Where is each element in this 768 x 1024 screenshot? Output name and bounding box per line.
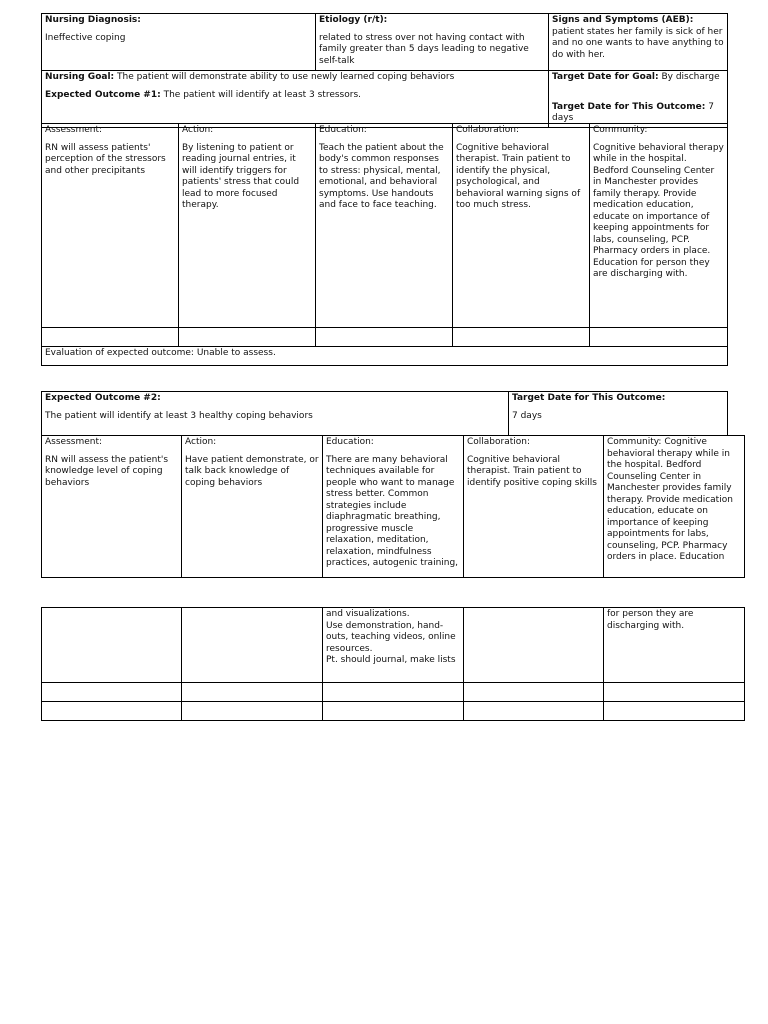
target-date-outcome-2-label: Target Date for This Outcome:: [512, 393, 666, 403]
nursing-diagnosis-value: Ineffective coping: [45, 32, 126, 43]
expected-outcome-2-cell: [42, 392, 509, 436]
community-3-text: for person they are discharging with.: [607, 609, 694, 631]
nursing-diagnosis-cell: [42, 14, 316, 71]
target-date-outcome-2-value: 7 days: [512, 410, 542, 421]
target-dates-cell: [549, 71, 728, 128]
empty-cell: [604, 683, 745, 702]
assessment-2-text: RN will assess the patient's knowledge level of coping behaviors: [45, 454, 169, 488]
community-3-cell: [604, 608, 745, 683]
care-plan-table-1: [41, 13, 728, 128]
empty-cell: [182, 608, 323, 683]
expected-outcome-1: [45, 90, 545, 102]
empty-cell: [590, 328, 728, 347]
empty-cell: [323, 702, 464, 721]
care-plan-table-1-details: [41, 123, 728, 366]
education-cell: [316, 124, 453, 328]
nursing-diagnosis-label: Nursing Diagnosis:: [45, 15, 141, 25]
education-3-cell: [323, 608, 464, 683]
action-cell: [179, 124, 316, 328]
empty-cell: [179, 328, 316, 347]
community-header: Community:: [593, 125, 648, 135]
etiology-value: related to stress over not having contact with family greater than 5 days leading to negative self-talk: [319, 32, 529, 66]
target-date-goal: [552, 72, 724, 84]
etiology-cell: [316, 14, 549, 71]
empty-cell: [42, 608, 182, 683]
education-3-line3: Pt. should journal, make lists: [326, 655, 456, 665]
education-2-header: Education:: [326, 437, 374, 447]
target-date-outcome: [552, 102, 724, 125]
signs-symptoms-label: Signs and Symptoms (AEB):: [552, 15, 694, 25]
goal-outcome-cell: [42, 71, 549, 128]
action-header: Action:: [182, 125, 214, 135]
action-2-text: Have patient demonstrate, or talk back knowledge of coping behaviors: [185, 454, 319, 488]
expected-outcome-2-label: Expected Outcome #2:: [45, 393, 161, 403]
target-date-goal-label: Target Date for Goal:: [552, 72, 659, 82]
care-plan-table-3: [41, 607, 745, 721]
nursing-goal: [45, 72, 545, 84]
expected-outcome-1-label: Expected Outcome #1:: [45, 89, 161, 100]
education-3-line1: and visualizations.: [326, 609, 410, 619]
etiology-label: Etiology (r/t):: [319, 15, 388, 25]
nursing-goal-value: The patient will demonstrate ability to use newly learned coping behaviors: [117, 72, 455, 82]
empty-cell: [604, 702, 745, 721]
assessment-2-cell: [42, 436, 182, 578]
signs-symptoms-cell: [549, 14, 728, 71]
collaboration-2-cell: [464, 436, 604, 578]
evaluation-cell: Evaluation of expected outcome: Unable to assess.: [42, 347, 728, 366]
community-text: Cognitive behavioral therapy while in the hospital. Bedford Counseling Center in Manchester provides family therapy. Provide medication education, educate on importance of keeping appointments for labs, counseling, PCP. Pharmacy orders in place. Education for person they are discharging with.: [593, 142, 724, 279]
education-2-text: There are many behavioral techniques available for people who want to manage stress better. Common strategies include diaphragmatic breathing, progressive muscle relaxation, meditation, relaxation, mindfulness practices, autogenic training,: [326, 454, 459, 568]
assessment-cell: [42, 124, 179, 328]
empty-cell: [182, 683, 323, 702]
empty-cell: [464, 608, 604, 683]
education-text: Teach the patient about the body's common responses to stress: physical, mental, emotional, and behavioral symptoms. Use handouts and face to face teaching.: [319, 142, 444, 210]
assessment-text: RN will assess patients' perception of the stressors and other precipitants: [45, 142, 166, 176]
empty-cell: [42, 702, 182, 721]
community-2-text: Community: Cognitive behavioral therapy while in the hospital. Bedford Counseling Center in Manchester provides family therapy. Provide medication education, educate on importance of keeping appointments for labs, counseling, PCP. Pharmacy orders in place. Education: [607, 437, 733, 562]
action-2-header: Action:: [185, 437, 217, 447]
empty-cell: [453, 328, 590, 347]
empty-cell: [464, 683, 604, 702]
empty-cell: [42, 328, 179, 347]
collaboration-2-header: Collaboration:: [467, 437, 531, 447]
empty-cell: [323, 683, 464, 702]
empty-cell: [42, 683, 182, 702]
assessment-header: Assessment:: [45, 125, 103, 135]
target-date-outcome-label: Target Date for This Outcome:: [552, 101, 706, 112]
community-2-cell: [604, 436, 745, 578]
target-date-outcome-value: 7 days: [552, 101, 714, 123]
target-date-outcome-2-cell: [509, 392, 728, 436]
community-cell: [590, 124, 728, 328]
collaboration-text: Cognitive behavioral therapist. Train patient to identify the physical, psychological, and behavioral warning signs of too much stress.: [456, 142, 581, 210]
nursing-goal-label: Nursing Goal:: [45, 72, 115, 82]
empty-cell: [316, 328, 453, 347]
collaboration-2-text: Cognitive behavioral therapist. Train patient to identify positive coping skills: [467, 454, 597, 488]
education-2-cell: [323, 436, 464, 578]
care-plan-table-2-header: [41, 391, 728, 436]
expected-outcome-2-value: The patient will identify at least 3 healthy coping behaviors: [45, 410, 313, 421]
action-2-cell: [182, 436, 323, 578]
education-header: Education:: [319, 125, 367, 135]
empty-cell: [464, 702, 604, 721]
action-text: By listening to patient or reading journal entries, it will identify triggers for patients' stress that could lead to more focused therapy.: [182, 142, 300, 210]
expected-outcome-1-value: The patient will identify at least 3 stressors.: [163, 89, 362, 100]
signs-symptoms-value: patient states her family is sick of her and no one wants to have anything to do with her.: [552, 26, 724, 60]
target-date-goal-value: By discharge: [661, 72, 720, 82]
assessment-2-header: Assessment:: [45, 437, 103, 447]
care-plan-table-2: [41, 435, 745, 578]
collaboration-header: Collaboration:: [456, 125, 520, 135]
collaboration-cell: [453, 124, 590, 328]
education-3-line2: Use demonstration, hand-outs, teaching videos, online resources.: [326, 620, 456, 654]
empty-cell: [182, 702, 323, 721]
